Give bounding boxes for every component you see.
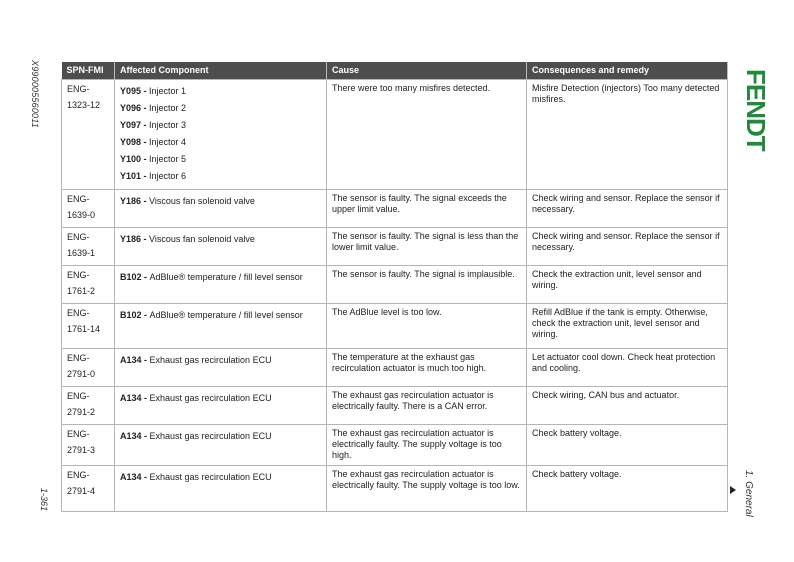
component-id: Y097 [120, 120, 142, 130]
component-entry [120, 168, 323, 185]
component-id: Y101 [120, 171, 142, 181]
component-separator: - [141, 154, 150, 164]
spn-fmi-code-part: 1761-2 [67, 286, 96, 296]
table-row [62, 387, 728, 425]
component-id: A134 [120, 393, 142, 403]
document-code: X990005560011 [30, 60, 40, 128]
table-row [62, 266, 728, 304]
spn-fmi-code-part: 1761-14 [67, 324, 101, 334]
column-header-remedy: Consequences and remedy [527, 62, 728, 80]
table-row [62, 466, 728, 512]
column-header-component: Affected Component [115, 62, 327, 80]
component-entry [120, 307, 323, 324]
spn-fmi-code-part: 2791-4 [67, 486, 96, 496]
component-entry [120, 231, 323, 248]
spn-fmi-code-part: 2791-2 [67, 407, 96, 417]
affected-component-cell [115, 425, 327, 466]
component-separator: - [141, 272, 150, 282]
component-name: Viscous fan solenoid valve [149, 234, 255, 244]
table-row [62, 190, 728, 228]
component-separator: - [141, 196, 150, 206]
cause-cell: The AdBlue level is too low. [327, 304, 527, 349]
component-separator: - [141, 86, 150, 96]
remedy-cell: Refill AdBlue if the tank is empty. Otherwise, check the extraction unit, level sensor and wiring. [527, 304, 728, 349]
component-name: Viscous fan solenoid valve [149, 196, 255, 206]
spn-fmi-code-part: ENG- [67, 194, 90, 204]
component-name: Injector 2 [149, 103, 187, 113]
component-separator: - [141, 120, 150, 130]
component-id: Y100 [120, 154, 142, 164]
cause-cell: The sensor is faulty. The signal is less than the lower limit value. [327, 228, 527, 266]
component-separator: - [141, 310, 150, 320]
component-separator: - [141, 171, 150, 181]
cause-cell: There were too many misfires detected. [327, 80, 527, 190]
spn-fmi-cell [62, 266, 115, 304]
component-name: AdBlue® temperature / fill level sensor [149, 310, 303, 320]
remedy-cell: Misfire Detection (injectors) Too many detected misfires. [527, 80, 728, 190]
remedy-cell: Check wiring and sensor. Replace the sensor if necessary. [527, 190, 728, 228]
affected-component-cell [115, 266, 327, 304]
table-row [62, 304, 728, 349]
spn-fmi-code-part: ENG- [67, 470, 90, 480]
column-header-spn-fmi: SPN-FMI [62, 62, 115, 80]
cause-cell: The sensor is faulty. The signal exceeds the upper limit value. [327, 190, 527, 228]
spn-fmi-code-part: 1323-12 [67, 100, 101, 110]
section-label: 1. General [743, 470, 754, 517]
component-entry [120, 117, 323, 134]
component-entry [120, 100, 323, 117]
spn-fmi-cell [62, 466, 115, 512]
table-row [62, 425, 728, 466]
component-name: Exhaust gas recirculation ECU [149, 355, 272, 365]
remedy-cell: Check wiring and sensor. Replace the sensor if necessary. [527, 228, 728, 266]
spn-fmi-code-part: 1639-1 [67, 248, 96, 258]
column-header-cause: Cause [327, 62, 527, 80]
remedy-cell: Check wiring, CAN bus and actuator. [527, 387, 728, 425]
cause-cell: The sensor is faulty. The signal is implausible. [327, 266, 527, 304]
next-page-arrow-icon[interactable] [730, 486, 736, 494]
component-entry [120, 390, 323, 407]
component-separator: - [141, 234, 150, 244]
spn-fmi-code-part: ENG- [67, 270, 90, 280]
cause-cell: The exhaust gas recirculation actuator is electrically faulty. The supply voltage is too low. [327, 466, 527, 512]
spn-fmi-code-part: 2791-0 [67, 369, 96, 379]
spn-fmi-code-part: 2791-3 [67, 445, 96, 455]
table-row [62, 80, 728, 190]
page-number: 1-361 [39, 488, 49, 512]
component-id: Y186 [120, 196, 142, 206]
component-id: A134 [120, 355, 142, 365]
component-entry [120, 352, 323, 369]
component-id: B102 [120, 310, 142, 320]
component-id: A134 [120, 431, 142, 441]
affected-component-cell [115, 190, 327, 228]
component-name: Exhaust gas recirculation ECU [149, 472, 272, 482]
spn-fmi-cell [62, 304, 115, 349]
component-entry [120, 428, 323, 445]
component-separator: - [141, 103, 150, 113]
affected-component-cell [115, 80, 327, 190]
affected-component-cell [115, 228, 327, 266]
component-entry [120, 83, 323, 100]
spn-fmi-code-part: ENG- [67, 353, 90, 363]
spn-fmi-cell [62, 387, 115, 425]
affected-component-cell [115, 387, 327, 425]
remedy-cell: Check battery voltage. [527, 425, 728, 466]
component-name: Injector 4 [149, 137, 187, 147]
component-name: Exhaust gas recirculation ECU [149, 393, 272, 403]
component-separator: - [141, 137, 150, 147]
component-id: Y096 [120, 103, 142, 113]
spn-fmi-cell [62, 80, 115, 190]
component-name: Injector 5 [149, 154, 187, 164]
component-separator: - [141, 431, 150, 441]
component-id: B102 [120, 272, 142, 282]
component-id: Y186 [120, 234, 142, 244]
component-name: Injector 3 [149, 120, 187, 130]
component-name: Injector 1 [149, 86, 187, 96]
spn-fmi-code-part: 1639-0 [67, 210, 96, 220]
remedy-cell: Check the extraction unit, level sensor and wiring. [527, 266, 728, 304]
spn-fmi-cell [62, 190, 115, 228]
table-header-row [62, 62, 728, 80]
spn-fmi-cell [62, 425, 115, 466]
affected-component-cell [115, 304, 327, 349]
component-name: Exhaust gas recirculation ECU [149, 431, 272, 441]
component-entry [120, 469, 323, 486]
spn-fmi-cell [62, 228, 115, 266]
remedy-cell: Let actuator cool down. Check heat protection and cooling. [527, 349, 728, 387]
cause-cell: The exhaust gas recirculation actuator is electrically faulty. There is a CAN error. [327, 387, 527, 425]
cause-cell: The exhaust gas recirculation actuator is electrically faulty. The supply voltage is too high. [327, 425, 527, 466]
component-name: AdBlue® temperature / fill level sensor [149, 272, 303, 282]
component-entry [120, 134, 323, 151]
fault-code-table [61, 62, 728, 512]
component-separator: - [141, 472, 150, 482]
spn-fmi-code-part: ENG- [67, 429, 90, 439]
spn-fmi-code-part: ENG- [67, 391, 90, 401]
affected-component-cell [115, 466, 327, 512]
spn-fmi-code-part: ENG- [67, 232, 90, 242]
brand-logo: FENDT [741, 69, 771, 151]
component-id: A134 [120, 472, 142, 482]
component-entry [120, 151, 323, 168]
spn-fmi-code-part: ENG- [67, 84, 90, 94]
component-separator: - [141, 355, 150, 365]
spn-fmi-code-part: ENG- [67, 308, 90, 318]
table-row [62, 228, 728, 266]
component-id: Y098 [120, 137, 142, 147]
component-entry [120, 269, 323, 286]
cause-cell: The temperature at the exhaust gas recirculation actuator is much too high. [327, 349, 527, 387]
remedy-cell: Check battery voltage. [527, 466, 728, 512]
component-separator: - [141, 393, 150, 403]
spn-fmi-cell [62, 349, 115, 387]
affected-component-cell [115, 349, 327, 387]
table-row [62, 349, 728, 387]
component-entry [120, 193, 323, 210]
component-id: Y095 [120, 86, 142, 96]
component-name: Injector 6 [149, 171, 187, 181]
